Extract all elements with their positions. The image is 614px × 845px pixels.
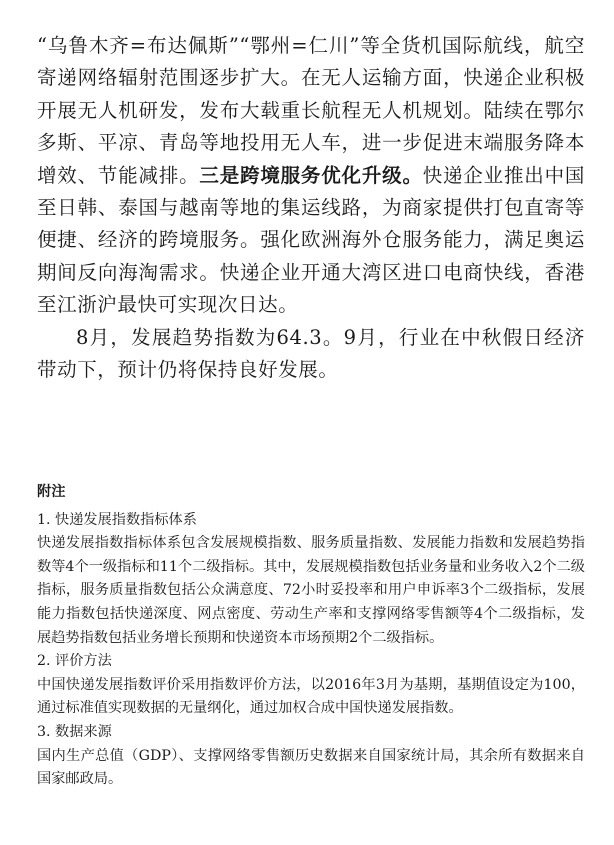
paragraph-1-bold-heading: 三是跨境服务优化升级。: [199, 163, 423, 187]
note-3-body: 国内生产总值（GDP）、支撑网络零售额历史数据来自国家统计局，其余所有数据来自国家邮政局。: [37, 747, 585, 788]
note-1-body: 快递发展指数指标体系包含发展规模指数、服务质量指数、发展能力指数和发展趋势指数等4个一级指标和11个二级指标。其中，发展规模指数包括业务量和业务收入2个二级指标，服务质量指数包括公众满意度、72小时妥投率和用户申诉率3个二级指标，发展能力指数包括快递深度、网点密度、劳动生产率和支撑网络零售额等4个二级指标，发展趋势指数包括业务增长预期和快递资本市场预期2个二级指标。: [37, 535, 585, 646]
notes-section: [37, 481, 585, 792]
paragraph-1: [37, 30, 585, 322]
notes-title: 附注: [37, 484, 66, 500]
paragraph-2: 8月，发展趋势指数为64.3。9月，行业在中秋假日经济带动下，预计仍将保持良好发展。: [37, 325, 585, 382]
note-1-heading: 1. 快递发展指数指标体系: [37, 511, 197, 528]
paragraph-1-text-a: “乌鲁木齐=布达佩斯”“鄂州=仁川”等全货机国际航线，航空寄递网络辐射范围逐步扩大。在无人运输方面，快递企业积极开展无人机研发，发布大载重长航程无人机规划。陆续在鄂尔多斯、平凉、青岛等地投用无人车，进一步促进末端服务降本增效、节能减排。: [37, 34, 585, 187]
note-3-heading: 3. 数据来源: [37, 723, 112, 740]
note-2-heading: 2. 评价方法: [37, 653, 112, 670]
main-text: [37, 30, 585, 386]
paragraph-1-text-b: 快递企业推出中国至日韩、泰国与越南等地的集运线路，为商家提供打包直寄等便捷、经济的跨境服务。强化欧洲海外仓服务能力，满足奥运期间反向海淘需求。快递企业开通大湾区进口电商快线，香港至江浙沪最快可实现次日达。: [37, 163, 585, 317]
note-2-body: 中国快递发展指数评价采用指数评价方法，以2016年3月为基期，基期值设定为100，通过标准值实现数据的无量纲化，通过加权合成中国快递发展指数。: [37, 676, 585, 717]
